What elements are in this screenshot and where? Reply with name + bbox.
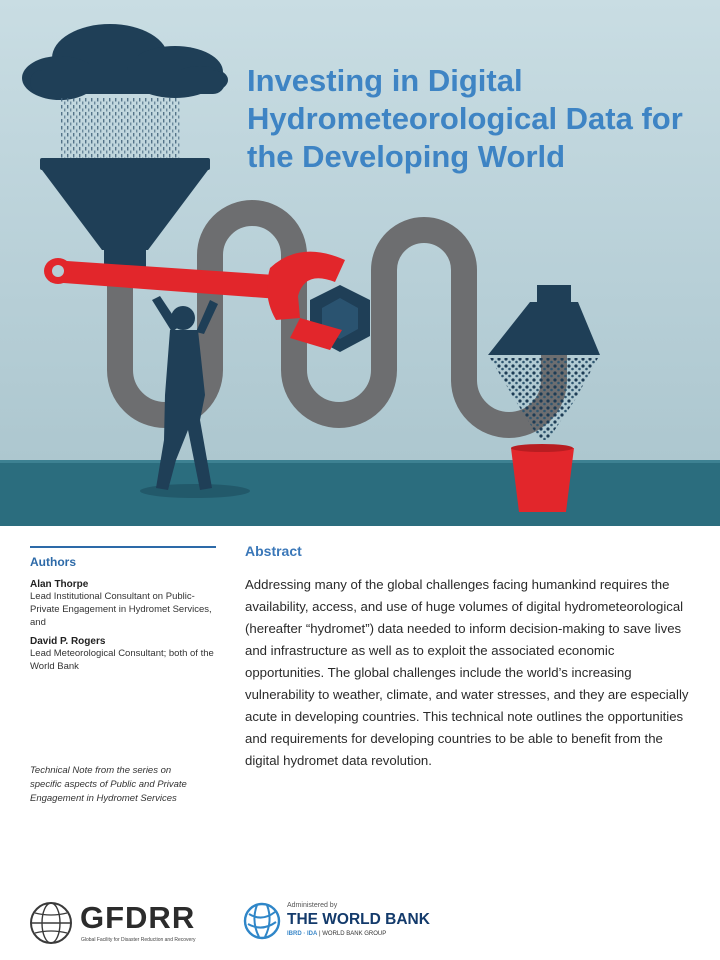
water-strip — [0, 460, 720, 526]
shower-head-icon — [488, 285, 600, 355]
globe-icon — [28, 900, 74, 946]
author-name: Alan Thorpe — [30, 579, 89, 590]
gfdrr-tagline: Global Facility for Disaster Reduction and Recovery — [81, 937, 196, 943]
series-note: Technical Note from the series on specific aspects of Public and Private Engagement in Hydromet Services — [30, 765, 187, 804]
abstract-heading: Abstract — [245, 543, 302, 559]
world-bank-wordmark: THE WORLD BANK — [287, 911, 430, 928]
author-entry — [30, 636, 216, 673]
world-bank-globe-icon — [243, 902, 281, 940]
author-entry — [30, 579, 216, 629]
world-bank-subline — [287, 931, 386, 937]
water-strip-line — [0, 460, 720, 463]
authors-block — [30, 546, 216, 680]
cloud-icon — [22, 24, 228, 100]
world-bank-group-label: WORLD BANK GROUP — [322, 931, 387, 937]
gfdrr-wordmark: GFDRR — [80, 900, 196, 935]
cover-title: Investing in Digital Hydrometeorological Data for the Developing World — [247, 63, 683, 174]
author-role: Lead Meteorological Consultant; both of the World Bank — [30, 648, 214, 672]
separator: | — [319, 931, 323, 937]
gfdrr-logo — [28, 898, 213, 948]
author-role: Lead Institutional Consultant on Public-Private Engagement in Hydromet Services, and — [30, 591, 212, 628]
author-name: David P. Rogers — [30, 636, 106, 647]
authors-heading: Authors — [30, 555, 76, 569]
abstract-body: Addressing many of the global challenges facing humankind requires the availability, access, and use of huge volumes of digital hydrometeorological (hereafter “hydromet”) data needed to inform decision-making to save lives and infrastructure as well as to exploit the associated economic opportunities. The global challenges include the world’s increasing vulnerability to weather, climate, and water stresses, and they are especially acute in developing countries. This technical note outlines the opportunities and requirements for developing countries to be able to benefit from the digital hydromet data revolution. — [245, 577, 689, 768]
rain-icon — [60, 98, 180, 158]
authors-rule — [30, 546, 216, 548]
administered-by-label: Administered by — [287, 902, 338, 909]
world-bank-logo — [243, 900, 458, 946]
bucket-icon — [511, 444, 574, 512]
ibrd-ida-label: IBRD · IDA — [287, 931, 318, 937]
